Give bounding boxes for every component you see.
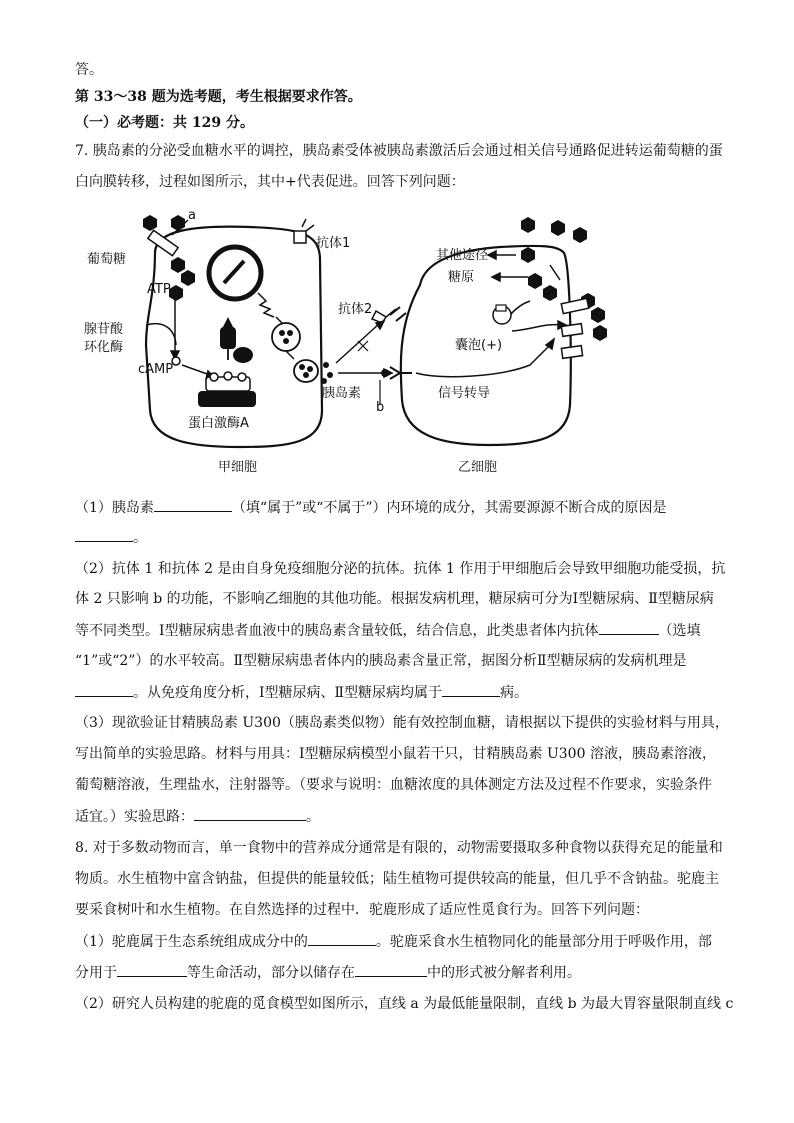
question-8-stem (75, 900, 649, 920)
line-text: 适宜。）实验思路： (75, 809, 194, 825)
antibody-2-label: 抗体2 (338, 302, 373, 317)
antibody-1-label: 抗体1 (316, 236, 351, 251)
answer-blank[interactable] (442, 682, 500, 697)
glucose-transporter-vesicle (493, 305, 511, 324)
receptor-top (390, 307, 406, 321)
glucose-icon (143, 215, 157, 231)
line-text: （填“属于”或“不属于”）内环境的成分，其需要源源不断合成的原因是 (231, 500, 667, 516)
line-text: 答。 (75, 62, 103, 78)
line-text: 8. 对于多数动物而言，单一食物中的营养成分通常是有限的，动物需要摄取多种食物以获得充足的能量和 (75, 840, 723, 856)
other-pathway-label: 其他途径 (436, 248, 489, 263)
adenylate-cyclase-label: 腺苷酸 (84, 322, 124, 337)
question-7-part-3 (75, 775, 712, 795)
question-7-part-3 (75, 744, 716, 764)
question-7-stem (75, 172, 465, 192)
line-text: 白向膜转移，过程如图所示，其中+代表促进。回答下列问题： (75, 174, 465, 190)
question-8-part-1 (75, 962, 581, 983)
question-7-part-2 (75, 682, 528, 703)
kinase-label: 蛋白激酶A (188, 416, 249, 431)
answer-blank[interactable] (117, 962, 187, 977)
nucleus (209, 247, 261, 299)
insulin-receptor-b (380, 367, 412, 405)
line-text: 体 2 只影响 b 的功能，不影响乙细胞的其他功能。根据发病机理，糖尿病可分为Ⅰ型糖尿病、Ⅱ型糖尿病 (75, 591, 714, 607)
line-text: 7. 胰岛素的分泌受血糖水平的调控，胰岛素受体被胰岛素激活后会通过相关信号通路促进转运葡萄糖的蛋 (75, 143, 723, 159)
glucose-icon (543, 285, 557, 301)
answer-blank[interactable] (75, 682, 133, 697)
section-heading (75, 113, 254, 133)
text-line (75, 60, 103, 80)
glucose-icon (171, 257, 185, 273)
line-text: “1”或“2”）的水平较高。Ⅱ型糖尿病患者体内的胰岛素含量正常，据图分析Ⅱ型糖尿病的发病机理是 (75, 653, 687, 669)
question-7-part-3 (75, 806, 320, 827)
answer-blank[interactable] (194, 806, 306, 821)
glucose-icon (181, 270, 195, 286)
line-text: （一）必考题：共 129 分。 (75, 115, 254, 131)
signal-transduction-label: 信号转导 (438, 386, 491, 401)
answer-blank[interactable] (308, 931, 376, 946)
section-heading (75, 87, 362, 107)
line-text: 等生命活动，部分以储存在 (187, 965, 355, 981)
line-text: （1）胰岛素 (75, 500, 154, 516)
line-text: 病。 (500, 685, 529, 701)
question-8-stem (75, 869, 719, 889)
line-text: 写出简单的实验思路。材料与用具：Ⅰ型糖尿病模型小鼠若干只，甘精胰岛素 U300 溶液，胰岛素溶液， (75, 746, 716, 762)
line-text: 物质。水生植物中富含钠盐，但提供的能量较低；陆生植物可提供较高的能量，但几乎不含钠盐。驼鹿主 (75, 871, 719, 887)
question-7-stem (75, 141, 723, 161)
line-text: 。从免疫角度分析，Ⅰ型糖尿病、Ⅱ型糖尿病均属于 (133, 685, 443, 701)
line-text: （3）现欲验证甘精胰岛素 U300（胰岛素类似物）能有效控制血糖，请根据以下提供的实验材料与用具， (75, 715, 729, 731)
line-text: 。 (133, 530, 147, 546)
question-7-part-2 (75, 620, 701, 641)
atp-label: ATP (147, 282, 171, 297)
answer-blank[interactable] (154, 497, 232, 512)
line-text: 。驼鹿采食水生植物同化的能量部分用于呼吸作用，部 (375, 934, 712, 950)
glucose-transporters (550, 265, 589, 358)
glucose-icon (528, 273, 542, 289)
glucose-icon (593, 325, 607, 341)
question-7-part-3 (75, 713, 729, 733)
vesicle-label: 囊泡(+) (455, 338, 503, 353)
label-a: a (188, 208, 196, 223)
cell-a-label: 甲细胞 (218, 460, 258, 475)
camp-label: cAMP (138, 362, 174, 377)
protein-kinase-a (198, 372, 256, 407)
answer-blank[interactable] (599, 620, 659, 635)
label-b: b (376, 400, 385, 415)
glucose-icon (591, 307, 605, 323)
glucose-icon (521, 247, 535, 263)
vesicle (272, 323, 300, 351)
question-8-stem (75, 838, 723, 858)
question-7-part-2 (75, 589, 714, 609)
line-text: 葡萄糖溶液，生理盐水，注射器等。（要求与说明：血糖浓度的具体测定方法及过程不作要求，实验条件 (75, 777, 712, 793)
cell-b-label: 乙细胞 (458, 460, 498, 475)
insulin-label: 胰岛素 (322, 386, 362, 401)
line-text: 第 33～38 题为选考题，考生根据要求作答。 (75, 89, 362, 105)
line-text: （选填 (658, 623, 701, 639)
glycogen-label: 糖原 (448, 270, 475, 285)
question-7-part-1 (75, 527, 147, 548)
line-text: （2）研究人员构建的驼鹿的觅食模型如图所示，直线 a 为最低能量限制，直线 b 为最大胃容量限制直线 c (75, 996, 734, 1012)
glucose-icon (573, 227, 587, 243)
line-text: （2）抗体 1 和抗体 2 是由自身免疫细胞分泌的抗体。抗体 1 作用于甲细胞后会导致甲细胞功能受损，抗 (75, 561, 726, 577)
glucose-icon (521, 217, 535, 233)
question-7-part-2 (75, 559, 725, 579)
cell-diagram (80, 205, 640, 480)
exocytosis (294, 360, 333, 384)
question-8-part-1 (75, 931, 712, 952)
glucose-icon (169, 285, 183, 301)
line-text: 等不同类型。Ⅰ型糖尿病患者血液中的胰岛素含量较低，结合信息，此类患者体内抗体 (75, 623, 599, 639)
glucose-icon (551, 220, 565, 236)
line-text: 。 (306, 809, 320, 825)
line-text: 中的形式被分解者利用。 (427, 965, 581, 981)
line-text: 分用于 (75, 965, 117, 981)
answer-blank[interactable] (75, 527, 133, 542)
question-7-part-1 (75, 497, 667, 518)
question-8-part-2 (75, 994, 733, 1014)
adenylate-cyclase-label: 环化酶 (84, 340, 124, 355)
line-text: （1）驼鹿属于生态系统组成成分中的 (75, 934, 308, 950)
line-text: 要采食树叶和水生植物。在自然选择的过程中．驼鹿形成了适应性觅食行为。回答下列问题： (75, 902, 649, 918)
glucose-label: 葡萄糖 (87, 252, 127, 267)
question-7-part-2 (75, 651, 686, 671)
answer-blank[interactable] (355, 962, 427, 977)
